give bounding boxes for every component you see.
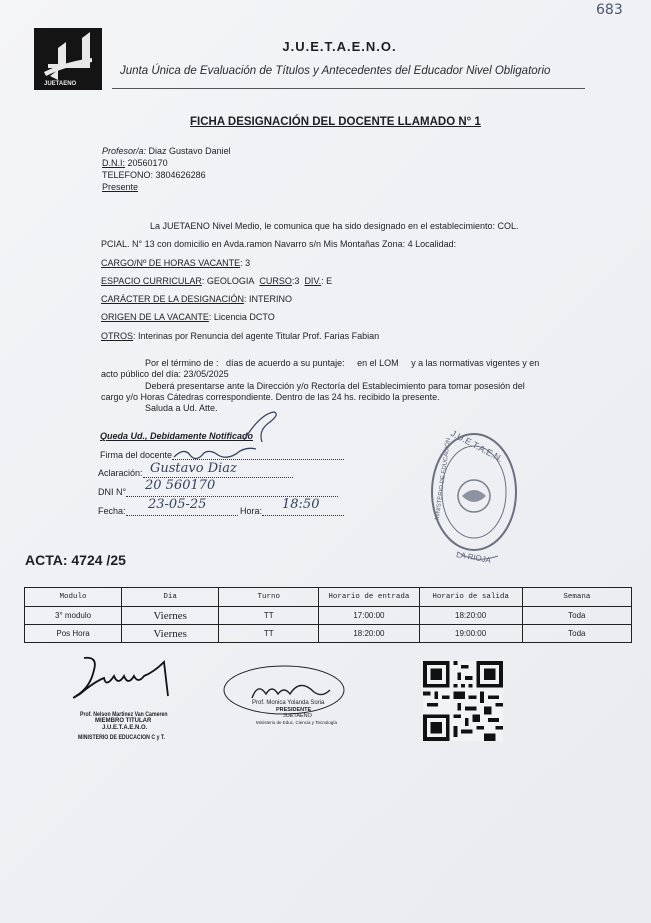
dni-handwriting: 20 560170	[145, 478, 216, 493]
signature-left	[64, 652, 176, 710]
table-row	[25, 625, 632, 643]
schedule-table	[24, 587, 632, 643]
juetaeno-logo	[34, 28, 102, 90]
dni-sign-label: DNI N°	[98, 487, 127, 497]
dni-sign-line	[98, 486, 338, 497]
signature-left-org: J.U.E.T.A.E.N.O.	[102, 725, 148, 731]
origen-label: ORIGEN DE LA VACANTE	[101, 312, 209, 322]
cell-dia: Viernes	[122, 607, 219, 625]
otros-value: : Interinas por Renuncia del agente Titular Prof. Farias Fabian	[133, 331, 380, 341]
stamp-text-top: J.U.E.T.A.E.N.	[449, 428, 505, 464]
otros-line	[101, 331, 379, 341]
dni-label: D.N.I:	[102, 158, 126, 168]
fecha-handwriting: 23-05-25	[148, 497, 207, 512]
acta-number: ACTA: 4724 /25	[25, 552, 126, 568]
cell-semana: Toda	[522, 625, 631, 643]
teacher-name: Diaz Gustavo Daniel	[148, 146, 231, 156]
signature-right-role: PRESIDENTE	[276, 707, 312, 713]
firma-label: Firma del docente	[100, 450, 173, 460]
logo-caption: JUETAENO	[44, 81, 77, 87]
col-header-dia: Dia	[122, 588, 219, 607]
signature-left-role: MIEMBRO TITULAR	[95, 718, 152, 724]
para2-line-a: Deberá presentarse ante la Dirección y/o Rectoría del Establecimiento para tomar posesión del	[145, 381, 525, 391]
aclaracion-label: Aclaración:	[98, 468, 143, 478]
col-header-semana: Semana	[522, 588, 631, 607]
div-label: DIV.	[304, 276, 322, 286]
cell-modulo: 3° modulo	[25, 607, 122, 625]
espacio-label: ESPACIO CURRICULAR	[101, 276, 202, 286]
saluda-line: Saluda a Ud. Atte.	[145, 403, 218, 413]
teacher-dni-line	[102, 157, 231, 169]
signature-left-name: Prof. Nelson Martinez Van Cameren	[80, 711, 168, 718]
caracter-line	[101, 294, 292, 304]
cell-turno: TT	[219, 607, 319, 625]
cell-turno: TT	[219, 625, 319, 643]
otros-label: OTROS	[101, 331, 134, 341]
teacher-info	[102, 145, 231, 193]
col-header-salida: Horario de salida	[419, 588, 522, 607]
para2-line-b: cargo y/o Horas Cátedras correspondiente. Dentro de las 24 hs. recibido la presente.	[101, 392, 440, 402]
cell-entrada: 17:00:00	[319, 607, 419, 625]
cell-semana: Toda	[522, 607, 631, 625]
teacher-name-line	[102, 145, 231, 157]
notification-flourish	[240, 408, 282, 444]
fecha-label: Fecha:	[98, 506, 126, 516]
aclaracion-handwriting: Gustavo Diaz	[150, 461, 237, 476]
teacher-phone: 3804626286	[155, 170, 206, 180]
cargo-value: : 3	[240, 258, 251, 268]
presente-label: Presente	[102, 182, 139, 192]
qr-code[interactable]	[423, 659, 503, 743]
cell-salida: 18:20:00	[419, 607, 522, 625]
cell-entrada: 18:20:00	[319, 625, 419, 643]
col-header-turno: Turno	[219, 588, 319, 607]
cell-modulo: Pos Hora	[25, 625, 122, 643]
signature-right-org: JUETAENO	[283, 713, 312, 719]
caracter-label: CARÁCTER DE LA DESIGNACIÓN	[101, 294, 245, 304]
para1-line-a: Por el término de : días de acuerdo a su puntaje: en el LOM y a las normativas vigentes y en	[145, 358, 540, 368]
espacio-line	[101, 276, 332, 286]
teacher-label: Profesor/a:	[102, 146, 147, 156]
cargo-label: CARGO/Nº DE HORAS VACANTE	[101, 258, 241, 268]
espacio-value: : GEOLOGIA	[201, 276, 255, 286]
curso-value: :3	[291, 276, 300, 286]
table-row	[25, 607, 632, 625]
schedule-header-row	[25, 588, 632, 607]
teacher-dni: 20560170	[127, 158, 168, 168]
div-value: : E	[321, 276, 333, 286]
stamp-text-bottom: LA RIOJA	[455, 550, 492, 565]
cargo-line	[101, 258, 250, 268]
hora-label: Hora:	[240, 506, 263, 516]
origen-line	[101, 312, 275, 322]
curso-label: CURSO	[259, 276, 292, 286]
body-line-1: La JUETAENO Nivel Medio, le comunica que ha sido designado en el establecimiento: COL.	[150, 221, 519, 231]
cell-salida: 19:00:00	[419, 625, 522, 643]
cell-dia: Viernes	[122, 625, 219, 643]
signature-right-ministry: Ministerio de Educ. Ciencia y Tecnología	[256, 720, 337, 725]
stamp-text-side: MINISTERIO DE EDUCACIÓN	[434, 437, 453, 521]
header-title: J.U.E.T.A.E.N.O.	[282, 39, 397, 54]
signature-right-name: Prof. Monica Yolanda Soria	[252, 700, 325, 706]
col-header-modulo: Modulo	[25, 588, 122, 607]
notification-heading: Queda Ud., Debidamente Notificado	[100, 431, 254, 441]
teacher-phone-line	[102, 169, 231, 181]
col-header-entrada: Horario de entrada	[319, 588, 419, 607]
header-subtitle: Junta Única de Evaluación de Títulos y Antecedentes del Educador Nivel Obligatorio	[120, 65, 551, 77]
hora-handwriting: 18:50	[282, 497, 320, 512]
phone-label: TELEFONO:	[102, 170, 154, 180]
body-line-2: PCIAL. N° 13 con domicilio en Avda.ramon Navarro s/n Mis Montañas Zona: 4 Localidad:	[101, 239, 457, 249]
origen-value: : Licencia DCTO	[208, 312, 275, 322]
para1-line-b: acto público del día: 23/05/2025	[101, 369, 229, 379]
page-number-handwritten: 683	[596, 2, 623, 18]
caracter-value: : INTERINO	[244, 294, 293, 304]
signature-left-ministry: MINISTERIO DE EDUCACION C y T.	[78, 734, 165, 741]
document-title: FICHA DESIGNACIÓN DEL DOCENTE LLAMADO N° 1	[190, 116, 481, 128]
header-divider	[112, 88, 585, 89]
